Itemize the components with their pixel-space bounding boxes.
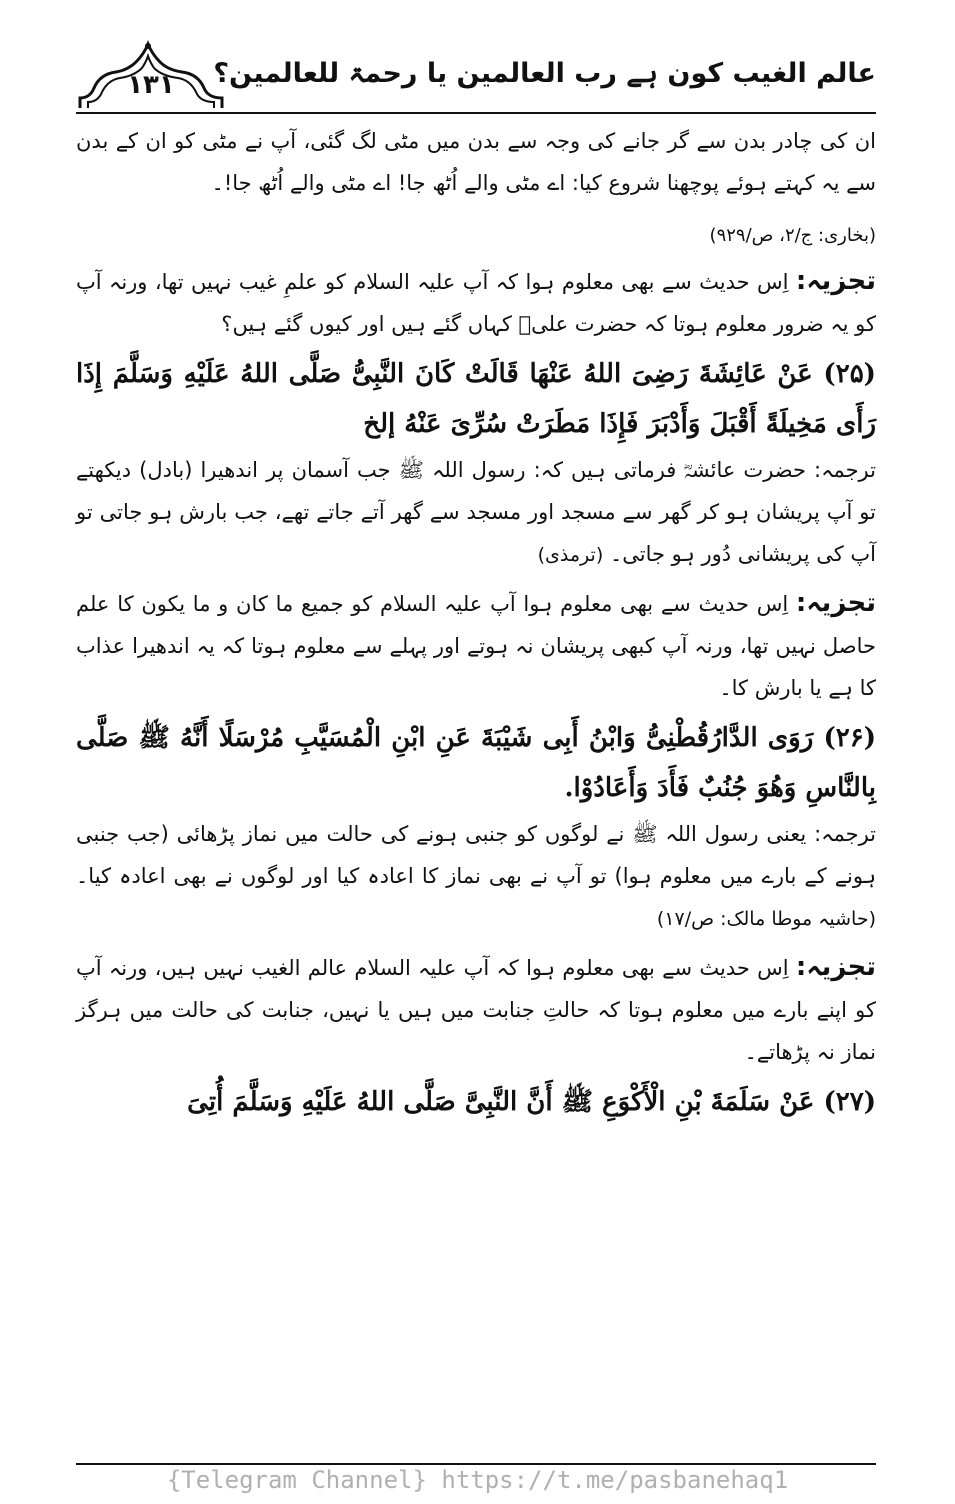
hadith-number: (۲۷): [823, 1087, 876, 1117]
hadith-27-arabic: [76, 1077, 876, 1127]
footer-watermark: {Telegram Channel} https://t.me/pasbanehaq1: [166, 1466, 789, 1494]
analysis-paragraph-3: [76, 946, 876, 1073]
paragraph-continuation: ان کی چادر بدن سے گر جانے کی وجہ سے بدن میں مٹی لگ گئی، آپ نے مٹی کو ان کے بدن سے یہ کہتے ہوئے پوچھنا شروع کیا: اے مٹی والے اُٹھ جا! اے مٹی والے اُٹھ جا!۔: [76, 129, 876, 195]
hadith-25-arabic: [76, 349, 876, 449]
reference-muwatta: (حاشیہ موطا مالک: ص/۱۷): [656, 908, 876, 930]
reference-tirmidhi: (ترمذی): [537, 544, 604, 566]
analysis-label: تجزیہ:: [795, 952, 876, 982]
hadith-25-translation: [76, 449, 876, 576]
analysis-paragraph-1: [76, 260, 876, 345]
analysis-label: تجزیہ:: [795, 588, 876, 618]
page-header: [76, 40, 876, 110]
hadith-26-arabic: [76, 713, 876, 813]
hadith-arabic-text: رَوَى الدَّارُقُطْنِیُّ وَابْنُ أَبِی شَيْبَةَ عَنِ ابْنِ الْمُسَيَّبِ مُرْسَلًا أَنَّهُ ﷺ صَلَّى بِالنَّاسِ وَهُوَ جُنُبٌ فَأَدَ وَأَعَادُوْا.: [76, 723, 876, 803]
translation-label: ترجمہ:: [814, 458, 876, 482]
analysis-label: تجزیہ:: [795, 266, 876, 296]
footer-divider: [76, 1463, 876, 1465]
translation-label: ترجمہ:: [814, 822, 876, 846]
header-divider: [76, 112, 876, 114]
reference-bukhari: (بخاری: ج/۲، ص/۹۲۹): [709, 225, 876, 246]
analysis-text: اِس حدیث سے بھی معلوم ہوا کہ آپ علیہ السلام عالم الغیب نہیں ہیں، ورنہ آپ کو اپنے بارے میں معلوم ہوتا کہ حالتِ جنابت میں ہیں یا نہیں، جنابت کی حالت میں ہرگز نماز نہ پڑھاتے۔: [76, 956, 876, 1064]
page-number: ۱۳۱: [127, 70, 175, 100]
analysis-text: اِس حدیث سے بھی معلوم ہوا آپ علیہ السلام کو جمیع ما کان و ما یکون کا علم حاصل نہیں تھا، ورنہ آپ کبھی پریشان نہ ہوتے اور پہلے سے معلوم ہوتا کہ یہ اندھیرا عذاب کا ہے یا بارش کا۔: [76, 592, 876, 700]
hadith-arabic-text: عَنْ سَلَمَةَ بْنِ الْأَكْوَعِ ﷺ أَنَّ النَّبِیَّ صَلَّى اللهُ عَلَيْهِ وَسَلَّمَ أُتِیَ: [187, 1087, 815, 1117]
hadith-number: (۲۶): [823, 723, 876, 753]
hadith-number: (۲۵): [823, 359, 876, 389]
hadith-arabic-text: عَنْ عَائِشَةَ رَضِیَ اللهُ عَنْهَا قَالَتْ كَانَ النَّبِیُّ صَلَّى اللهُ عَلَيْهِ وَسَلَّمَ إِذَا رَأَى مَخِيلَةً أَقْبَلَ وَأَدْبَرَ فَإِذَا مَطَرَتْ سُرِّیَ عَنْهُ إلخ: [76, 359, 876, 439]
page-number-ornament: [76, 40, 226, 110]
translation-text: یعنی رسول اللہ ﷺ نے لوگوں کو جنبی ہونے کی حالت میں نماز پڑھائی (جب جنبی ہونے کے بارے میں معلوم ہوا) تو آپ نے بھی نماز کا اعادہ کیا اور لوگوں نے بھی اعادہ کیا۔: [76, 822, 876, 888]
hadith-26-translation: [76, 813, 876, 940]
translation-text: حضرت عائشہؓ فرماتی ہیں کہ: رسول اللہ ﷺ جب آسمان پر اندھیرا (بادل) دیکھتے تو آپ پریشان ہو کر گھر سے مسجد اور مسجد سے گھر آتے جاتے تھے، جب بارش ہو جاتی تو آپ کی پریشانی دُور ہو جاتی۔: [76, 458, 876, 566]
analysis-text: اِس حدیث سے بھی معلوم ہوا کہ آپ علیہ السلام کو علمِ غیب نہیں تھا، ورنہ آپ کو یہ ضرور معلوم ہوتا کہ حضرت علیؓ کہاں گئے ہیں اور کیوں گئے ہیں؟: [76, 270, 876, 336]
page-content: [76, 120, 876, 1127]
analysis-paragraph-2: [76, 582, 876, 709]
running-header-title: عالم الغیب کون ہے رب العالمین یا رحمۃ للعالمین؟: [213, 58, 876, 89]
